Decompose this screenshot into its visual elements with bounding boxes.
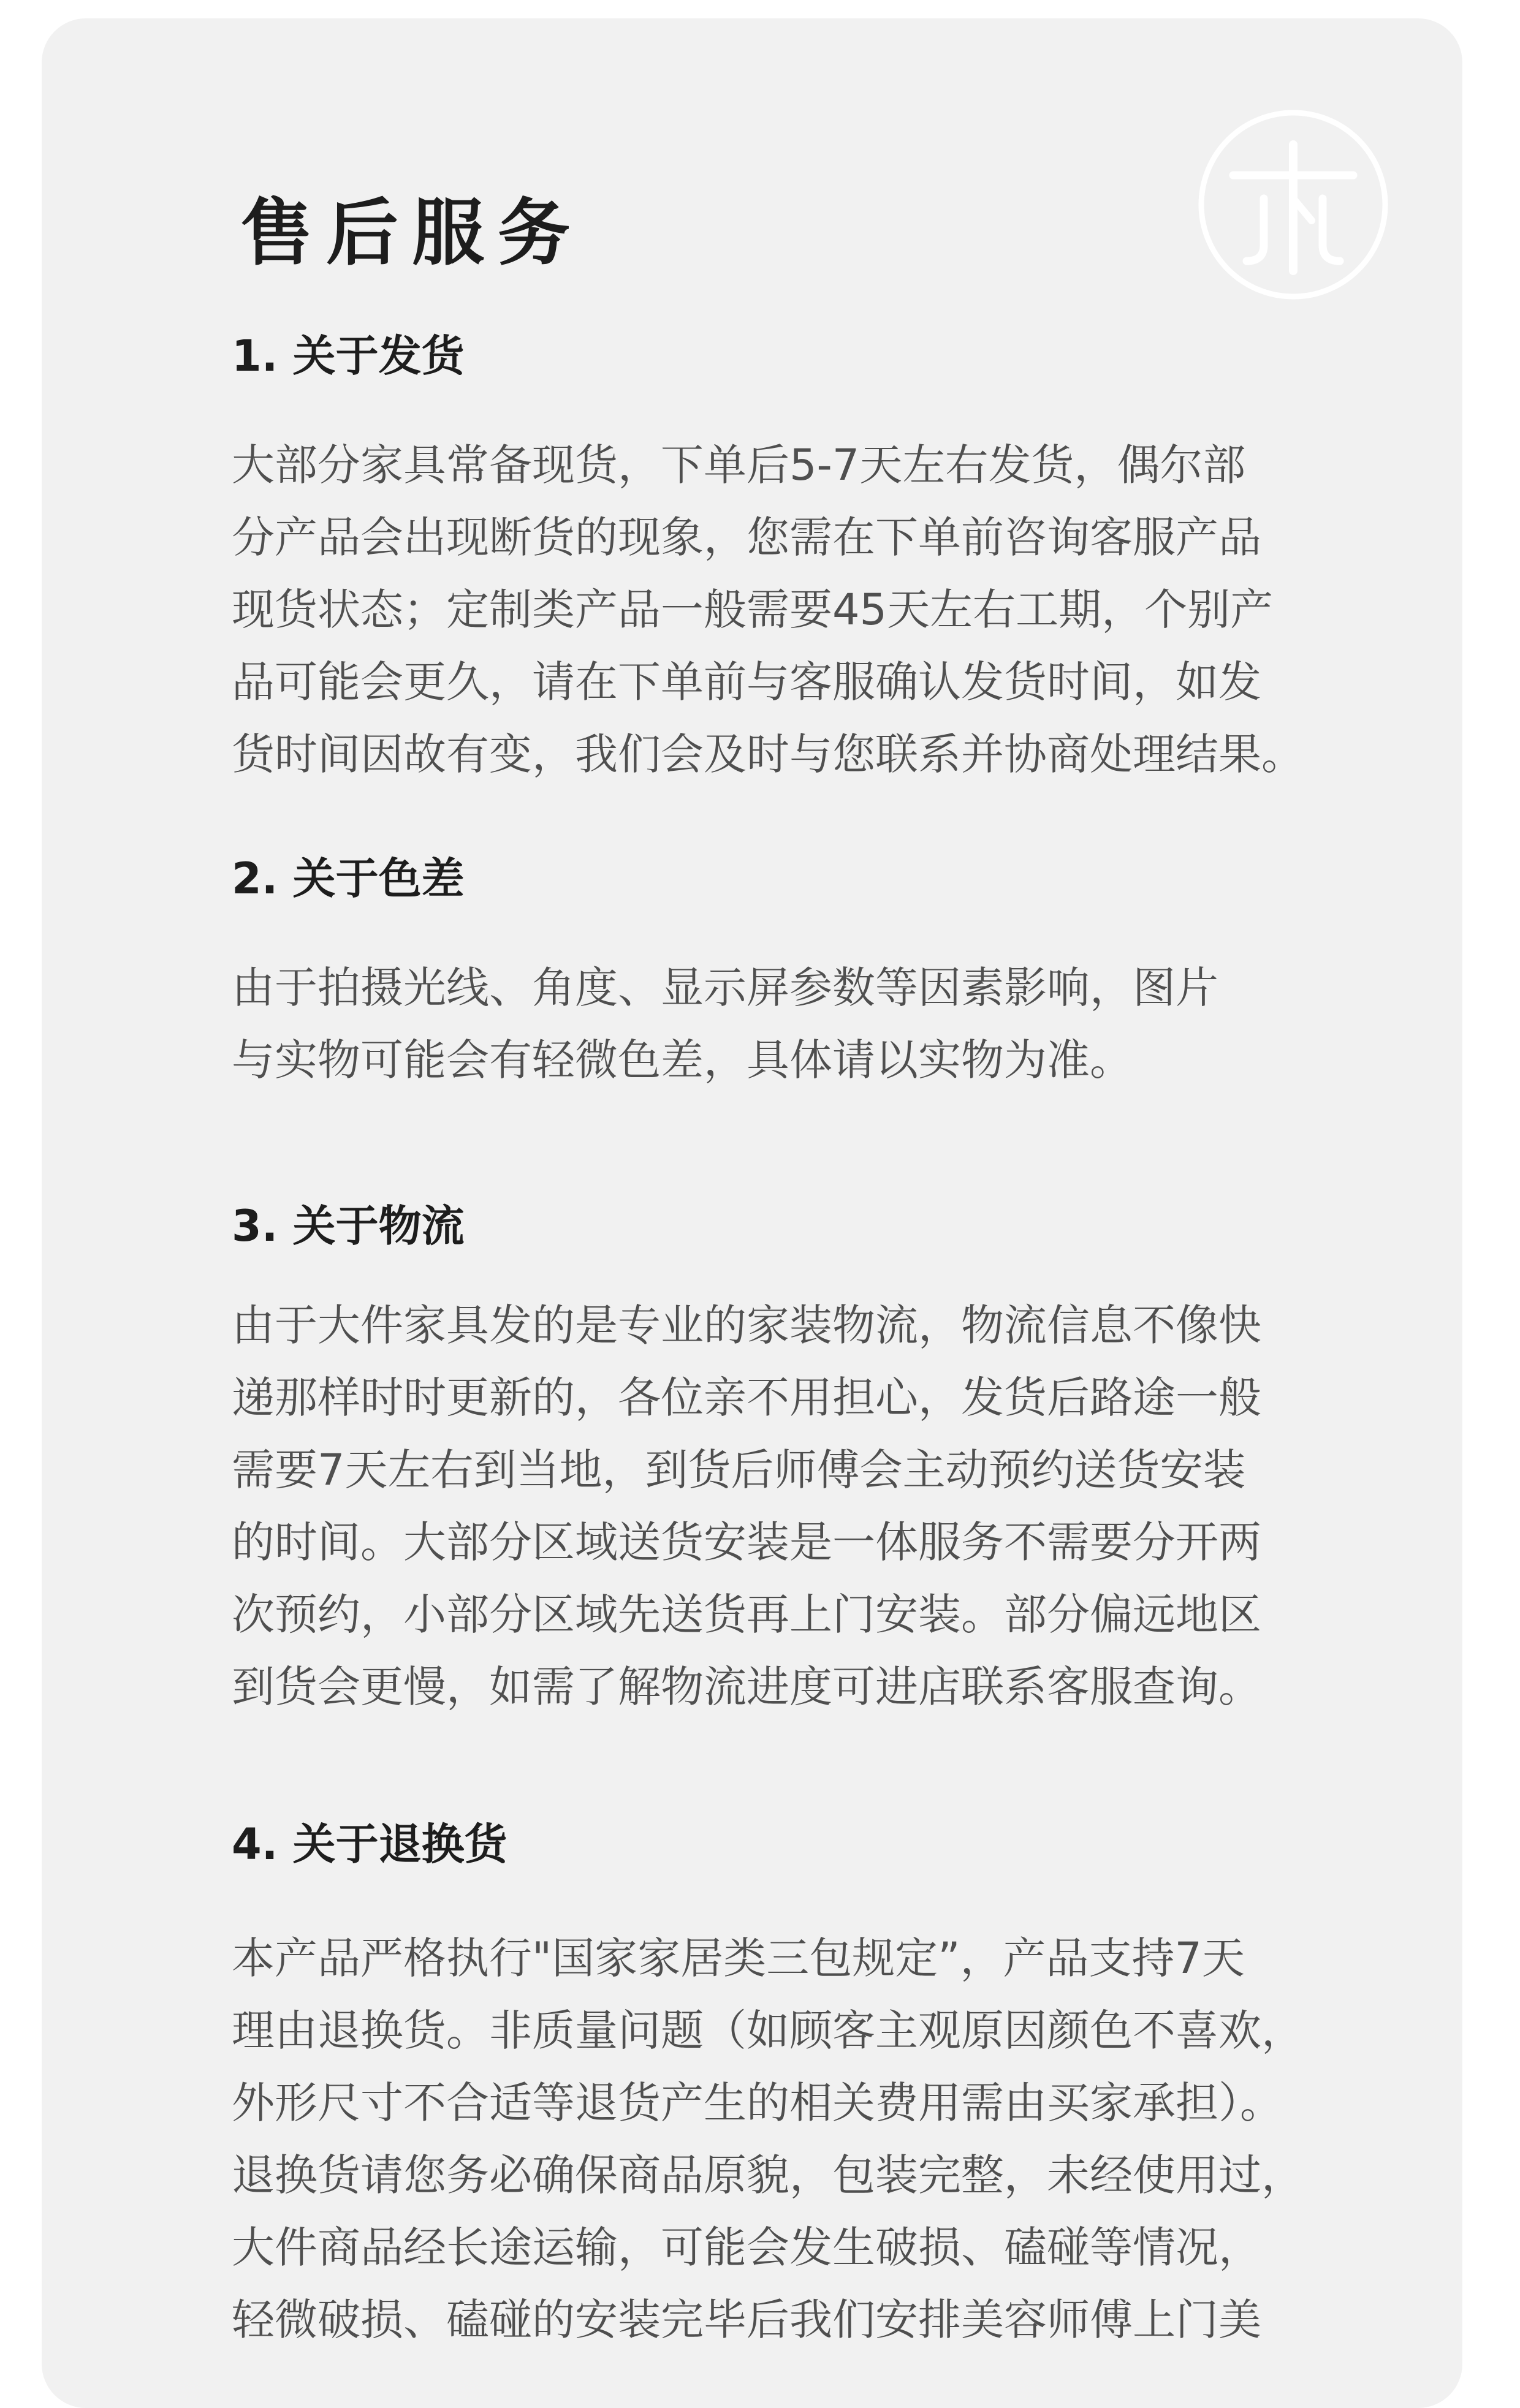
text-line: 需要7天左右到当地，到货后师傅会主动预约送货安装 bbox=[232, 1445, 1246, 1495]
text-line: 品可能会更久，请在下单前与客服确认发货时间，如发 bbox=[232, 657, 1261, 707]
text-line: 外形尺寸不合适等退货产生的相关费用需由买家承担）。 bbox=[232, 2078, 1283, 2128]
section-heading-shipping: 1. 关于发货 bbox=[232, 331, 465, 381]
section-heading-color-difference: 2. 关于色差 bbox=[232, 854, 465, 904]
text-line: 大部分家具常备现货，下单后5-7天左右发货，偶尔部 bbox=[232, 440, 1246, 490]
text-line: 现货状态；定制类产品一般需要45天左右工期，个别产 bbox=[232, 585, 1274, 635]
text-line: 退换货请您务必确保商品原貌，包装完整，未经使用过， bbox=[232, 2150, 1304, 2200]
section-heading-logistics: 3. 关于物流 bbox=[232, 1201, 465, 1251]
text-line: 大件商品经长途运输，可能会发生破损、磕碰等情况， bbox=[232, 2222, 1261, 2273]
text-line: 的时间。大部分区域送货安装是一体服务不需要分开两 bbox=[232, 1517, 1261, 1567]
text-line: 与实物可能会有轻微色差，具体请以实物为准。 bbox=[232, 1035, 1133, 1085]
text-line: 理由退换货。非质量问题（如顾客主观原因颜色不喜欢， bbox=[232, 2005, 1304, 2056]
text-line: 由于大件家具发的是专业的家装物流，物流信息不像快 bbox=[232, 1300, 1261, 1350]
brand-logo-icon bbox=[1195, 107, 1391, 303]
text-line: 本产品严格执行"国家家居类三包规定”，产品支持7天 bbox=[232, 1933, 1245, 1983]
text-line: 递那样时时更新的，各位亲不用担心，发货后路途一般 bbox=[232, 1372, 1261, 1423]
text-line: 由于拍摄光线、角度、显示屏参数等因素影响，图片 bbox=[232, 963, 1218, 1013]
section-body-shipping bbox=[232, 429, 1304, 790]
text-line: 分产品会出现断货的现象，您需在下单前咨询客服产品 bbox=[232, 512, 1261, 562]
text-line: 次预约，小部分区域先送货再上门安装。部分偏远地区 bbox=[232, 1589, 1261, 1640]
section-body-color-difference bbox=[232, 952, 1218, 1096]
text-line: 到货会更慢，如需了解物流进度可进店联系客服查询。 bbox=[232, 1662, 1261, 1712]
text-line: 轻微破损、磕碰的安装完毕后我们安排美容师傅上门美 bbox=[232, 2295, 1261, 2345]
section-heading-returns: 4. 关于退换货 bbox=[232, 1819, 507, 1869]
section-body-returns bbox=[232, 1922, 1304, 2356]
text-line: 货时间因故有变，我们会及时与您联系并协商处理结果。 bbox=[232, 729, 1304, 779]
section-body-logistics bbox=[232, 1289, 1261, 1723]
page-title: 售后服务 bbox=[240, 191, 584, 275]
